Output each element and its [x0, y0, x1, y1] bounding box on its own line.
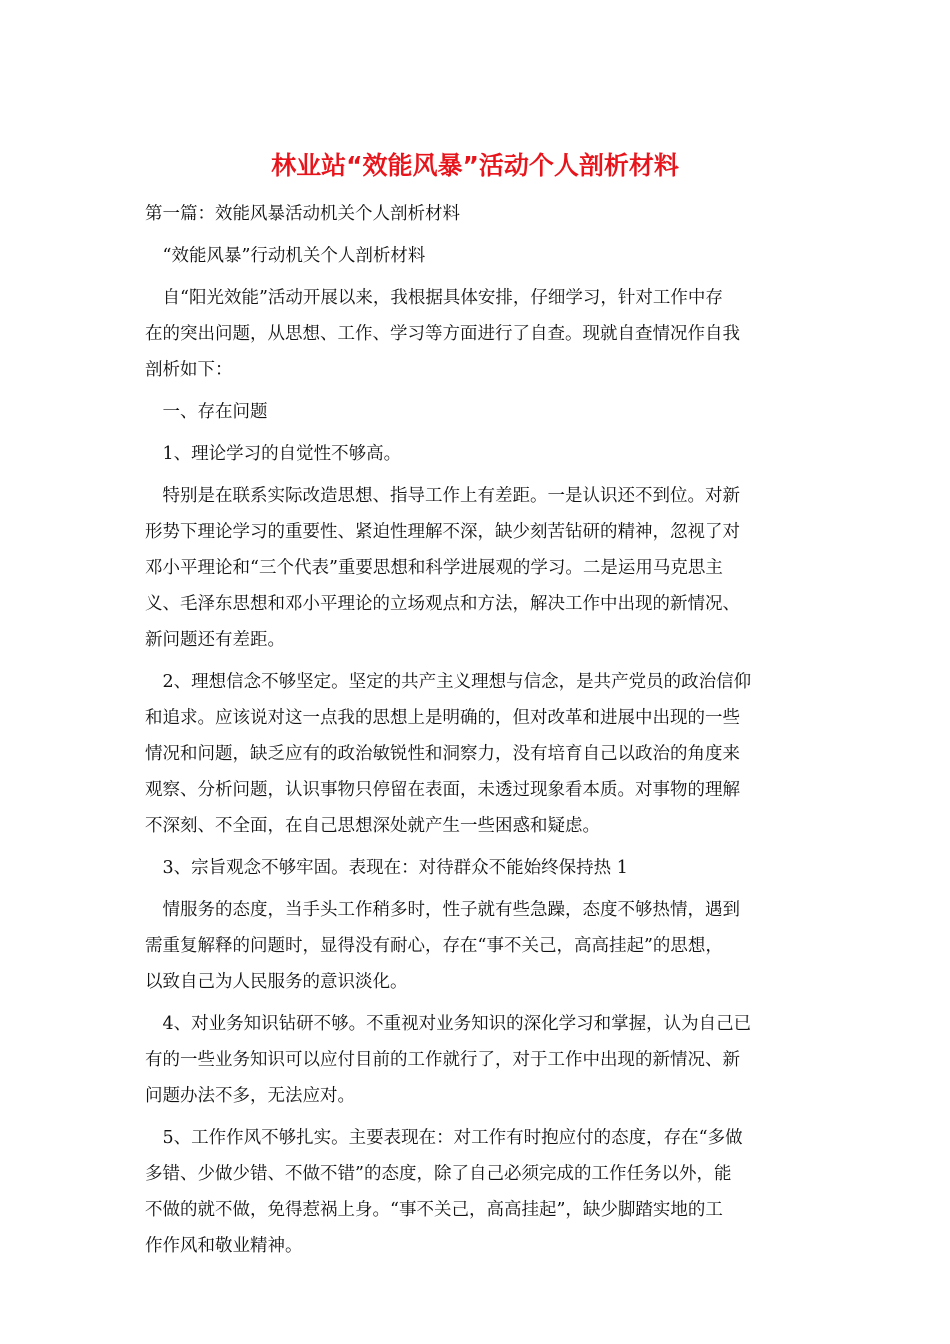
text-line: 情况和问题，缺乏应有的政治敏锐性和洞察力，没有培育自己以政治的角度来 [145, 744, 740, 764]
text-line: 剖析如下： [145, 360, 233, 380]
text-line: 不做的就不做，免得惹祸上身。“事不关己，高高挂起”，缺少脚踏实地的工 [145, 1200, 723, 1220]
paragraph [145, 394, 810, 430]
paragraph [145, 280, 810, 388]
text-line: 问题办法不多，无法应对。 [145, 1086, 355, 1106]
text-line: 邓小平理论和“三个代表”重要思想和科学进展观的学习。二是运用马克思主 [145, 558, 723, 578]
text-line: 观察、分析问题，认识事物只停留在表面，未透过现象看本质。对事物的理解 [145, 780, 740, 800]
text-line: 在的突出问题，从思想、工作、学习等方面进行了自查。现就自查情况作自我 [145, 324, 740, 344]
text-line: 2、理想信念不够坚定。坚定的共产主义理想与信念，是共产党员的政治信仰 [145, 672, 752, 692]
text-line: 5、工作作风不够扎实。主要表现在：对工作有时抱应付的态度，存在“多做 [145, 1128, 743, 1148]
paragraph [145, 1120, 810, 1264]
paragraph [145, 892, 810, 1000]
text-line: 形势下理论学习的重要性、紧迫性理解不深，缺少刻苦钻研的精神，忽视了对 [145, 522, 740, 542]
document-title: 林业站“效能风暴”活动个人剖析材料 [271, 151, 679, 180]
text-line: 和追求。应该说对这一点我的思想上是明确的，但对改革和进展中出现的一些 [145, 708, 740, 728]
paragraph [145, 664, 810, 844]
paragraph [145, 478, 810, 658]
text-line: 新问题还有差距。 [145, 630, 285, 650]
paragraph [145, 1006, 810, 1114]
text-line: 有的一些业务知识可以应付目前的工作就行了，对于工作中出现的新情况、新 [145, 1050, 740, 1070]
text-line: 作作风和敬业精神。 [145, 1236, 303, 1256]
text-line: 需重复解释的问题时，显得没有耐心，存在“事不关己，高高挂起”的思想， [145, 936, 723, 956]
paragraph [145, 436, 810, 472]
text-line: 自“阳光效能”活动开展以来，我根据具体安排，仔细学习，针对工作中存 [145, 288, 723, 308]
paragraph [145, 850, 810, 886]
text-line: 义、毛泽东思想和邓小平理论的立场观点和方法，解决工作中出现的新情况、 [145, 594, 740, 614]
text-line: 一、存在问题 [145, 402, 268, 422]
text-line: 特别是在联系实际改造思想、指导工作上有差距。一是认识还不到位。对新 [145, 486, 740, 506]
text-line: 多错、少做少错、不做不错”的态度，除了自己必须完成的工作任务以外，能 [145, 1164, 732, 1184]
text-line: 4、对业务知识钻研不够。不重视对业务知识的深化学习和掌握，认为自己已 [145, 1014, 752, 1034]
document-body [145, 196, 810, 1264]
text-line: 第一篇：效能风暴活动机关个人剖析材料 [145, 204, 460, 224]
text-line: “效能风暴”行动机关个人剖析材料 [145, 246, 426, 266]
text-line: 3、宗旨观念不够牢固。表现在：对待群众不能始终保持热 1 [145, 858, 628, 878]
paragraph [145, 196, 810, 232]
paragraph [145, 238, 810, 274]
text-line: 以致自己为人民服务的意识淡化。 [145, 972, 408, 992]
text-line: 不深刻、不全面，在自己思想深处就产生一些困惑和疑虑。 [145, 816, 600, 836]
text-line: 情服务的态度，当手头工作稍多时，性子就有些急躁，态度不够热情，遇到 [145, 900, 740, 920]
text-line: 1、理论学习的自觉性不够高。 [145, 444, 402, 464]
